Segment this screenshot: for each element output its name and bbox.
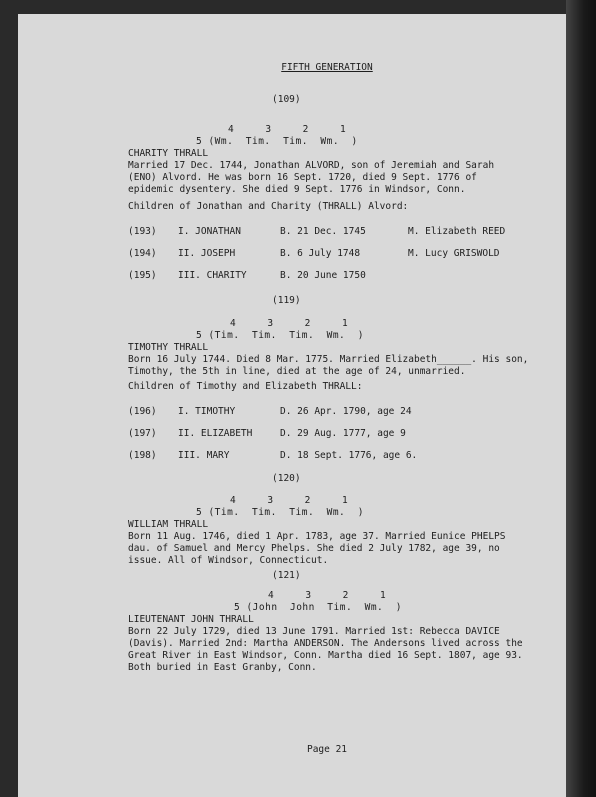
child-number: (193) (128, 226, 157, 237)
child-date: B. 6 July 1748 (280, 248, 361, 259)
section-number: (121) (272, 570, 301, 581)
child-number: (194) (128, 248, 157, 259)
person-biography: Married 17 Dec. 1744, Jonathan ALVORD, son of Jeremiah and Sarah (ENO) Alvord. He was born 16 Sept. 1720, died 9 Sept. 1776 of epidemic dysentery. She died 9 Sept. 1776 in Windsor, Conn. (128, 160, 495, 195)
generation-numbers: 4 3 2 1 (268, 590, 387, 601)
child-row (128, 270, 548, 284)
child-date: B. 21 Dec. 1745 (280, 226, 366, 237)
person-biography: Born 22 July 1729, died 13 June 1791. Married 1st: Rebecca DAVICE (Davis). Married 2nd: Martha ANDERSON. The Andersons lived across the Great River in East Windsor, Conn. Martha died 16 Sept. 1807, age 93. Both buried in East Granby, Conn. (128, 626, 523, 673)
child-row (128, 406, 548, 420)
generation-names: 5 (Tim. Tim. Tim. Wm. ) (196, 330, 364, 341)
document-page (18, 14, 566, 797)
scan-edge (566, 0, 596, 797)
child-name: II. JOSEPH (178, 248, 236, 259)
person-name: TIMOTHY THRALL (128, 342, 209, 353)
child-row (128, 450, 548, 464)
child-date: B. 20 June 1750 (280, 270, 366, 281)
section-number: (120) (272, 473, 301, 484)
generation-numbers: 4 3 2 1 (228, 124, 347, 135)
child-name: III. MARY (178, 450, 230, 461)
generation-numbers: 4 3 2 1 (230, 495, 349, 506)
child-number: (197) (128, 428, 157, 439)
section-number: (119) (272, 295, 301, 306)
child-date: D. 26 Apr. 1790, age 24 (280, 406, 412, 417)
child-name: III. CHARITY (178, 270, 247, 281)
generation-numbers: 4 3 2 1 (230, 318, 349, 329)
generation-heading: FIFTH GENERATION (281, 62, 373, 73)
child-number: (198) (128, 450, 157, 461)
child-row (128, 428, 548, 442)
child-name: II. ELIZABETH (178, 428, 253, 439)
generation-names: 5 (John John Tim. Wm. ) (234, 602, 402, 613)
child-row (128, 226, 548, 240)
person-biography: Born 11 Aug. 1746, died 1 Apr. 1783, age 37. Married Eunice PHELPS dau. of Samuel and Mercy Phelps. She died 2 July 1782, age 39, no issue. All of Windsor, Connecticut. (128, 531, 506, 566)
person-biography: Born 16 July 1744. Died 8 Mar. 1775. Married Elizabeth______. His son, Timothy, the 5th in line, died at the age of 24, unmarried. (128, 354, 529, 377)
generation-names: 5 (Tim. Tim. Tim. Wm. ) (196, 507, 364, 518)
children-heading: Children of Timothy and Elizabeth THRALL: (128, 381, 363, 392)
child-date: D. 18 Sept. 1776, age 6. (280, 450, 418, 461)
section-number: (109) (272, 94, 301, 105)
child-row (128, 248, 548, 262)
child-spouse: M. Lucy GRISWOLD (408, 248, 500, 259)
person-name: CHARITY THRALL (128, 148, 209, 159)
person-name: LIEUTENANT JOHN THRALL (128, 614, 254, 625)
person-name: WILLIAM THRALL (128, 519, 209, 530)
child-name: I. JONATHAN (178, 226, 241, 237)
child-number: (195) (128, 270, 157, 281)
child-name: I. TIMOTHY (178, 406, 236, 417)
generation-names: 5 (Wm. Tim. Tim. Wm. ) (196, 136, 358, 147)
child-number: (196) (128, 406, 157, 417)
child-spouse: M. Elizabeth REED (408, 226, 506, 237)
children-heading: Children of Jonathan and Charity (THRALL) Alvord: (128, 201, 409, 212)
child-date: D. 29 Aug. 1777, age 9 (280, 428, 406, 439)
page-number: Page 21 (306, 744, 348, 755)
